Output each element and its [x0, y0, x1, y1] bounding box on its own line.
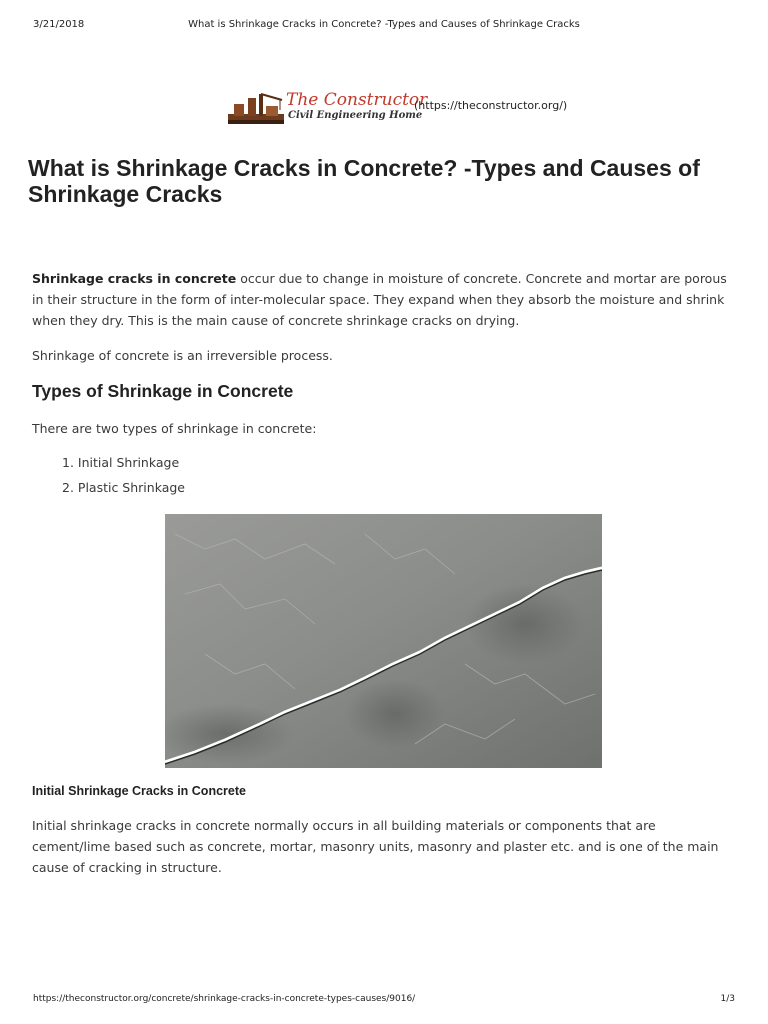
list-item: 2. Plastic Shrinkage: [62, 480, 185, 495]
intro-text: occur due to change in moisture of concrete. Concrete and mortar are porous in their structure in the form of inter-molecular space. They expand when they absorb the moisture and shrink when they dry. This is the main cause of concrete shrinkage cracks on drying.: [32, 271, 727, 328]
logo-name: The Constructor: [286, 90, 428, 110]
initial-shrinkage-heading: Initial Shrinkage Cracks in Concrete: [32, 784, 246, 798]
logo-url[interactable]: (https://theconstructor.org/): [414, 99, 568, 112]
print-footer-url: https://theconstructor.org/concrete/shrinkage-cracks-in-concrete-types-causes/9016/: [33, 994, 416, 1004]
print-page-number: 1/3: [720, 994, 735, 1004]
types-heading: Types of Shrinkage in Concrete: [32, 381, 294, 401]
print-header-title: What is Shrinkage Cracks in Concrete? -Types and Causes of Shrinkage Cracks: [188, 19, 580, 30]
intro-paragraph: [32, 268, 736, 331]
intro-bold-term: Shrinkage cracks in concrete: [32, 271, 237, 286]
types-intro: There are two types of shrinkage in concrete:: [32, 421, 317, 436]
types-list: [62, 453, 185, 503]
logo-tagline: Civil Engineering Home: [288, 110, 423, 121]
concrete-crack-photo: [165, 514, 602, 768]
print-date: 3/21/2018: [33, 19, 85, 30]
article-title: What is Shrinkage Cracks in Concrete? -Types and Causes of Shrinkage Cracks: [28, 155, 700, 207]
site-logo[interactable]: [228, 88, 568, 128]
initial-shrinkage-paragraph: Initial shrinkage cracks in concrete normally occurs in all building materials or components that are cement/lime based such as concrete, mortar, masonry units, masonry and plaster etc. and is one of the main cause of cracking in structure.: [32, 818, 719, 875]
irreversible-paragraph: Shrinkage of concrete is an irreversible process.: [32, 348, 333, 363]
construction-site-icon: [228, 90, 284, 124]
list-item: 1. Initial Shrinkage: [62, 455, 180, 470]
